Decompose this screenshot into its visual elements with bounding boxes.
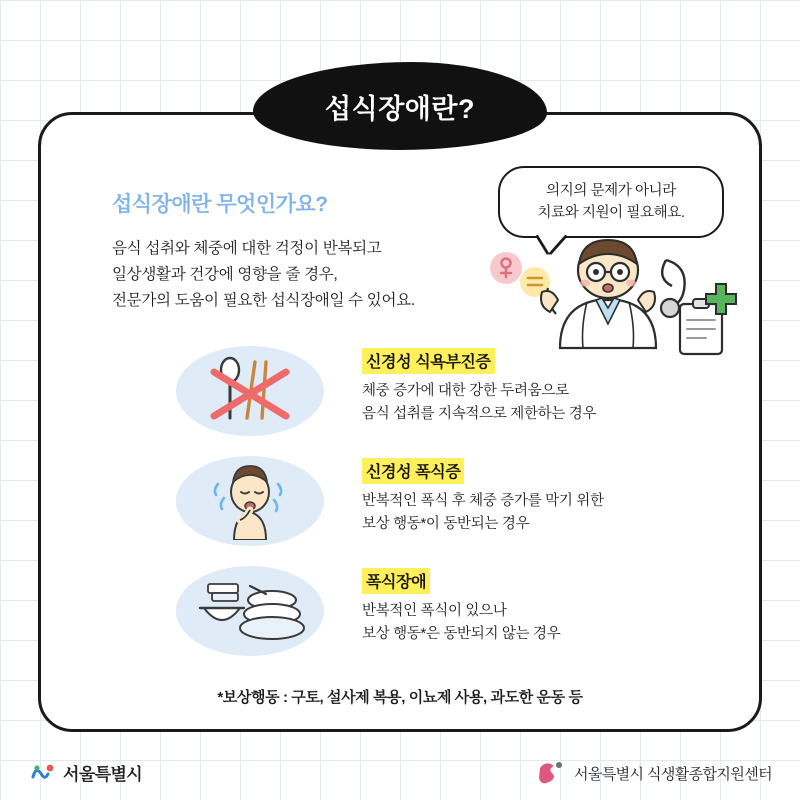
speech-bubble [498, 166, 724, 238]
item-desc-line-1: 반복적인 폭식 후 체중 증가를 막기 위한 [362, 493, 604, 509]
list-item [176, 566, 696, 660]
center-logo-text: 서울특별시 식생활종합지원센터 [573, 765, 772, 783]
page-title: 섭식장애란? [325, 93, 475, 124]
section-heading: 섭식장애란 무엇인가요? [112, 193, 328, 216]
center-logo [536, 760, 772, 786]
list-item [176, 456, 696, 550]
intro-line-3: 전문가의 도움이 필요한 섭식장애일 수 있어요. [112, 292, 415, 309]
empty-dishes-icon [194, 578, 306, 644]
title-badge [253, 62, 547, 150]
speech-bubble-tail [538, 235, 565, 253]
item-desc-line-2: 보상 행동*은 동반되지 않는 경우 [362, 626, 561, 642]
footnote: *보상행동 : 구토, 설사제 복용, 이뇨제 사용, 과도한 운동 등 [217, 689, 583, 706]
item-desc-line-1: 체중 증가에 대한 강한 두려움으로 [362, 383, 569, 399]
doctor-illustration [488, 238, 738, 358]
seoul-city-logo [30, 760, 142, 785]
center-emblem-icon [536, 760, 566, 786]
item-label: 폭식장애 [362, 568, 430, 594]
item-description [362, 600, 560, 646]
speech-line-1: 의지의 문제가 아니라 [546, 183, 676, 199]
list-item [176, 346, 696, 440]
person-vomiting-icon [198, 464, 302, 540]
item-desc-line-2: 음식 섭취를 지속적으로 제한하는 경우 [362, 406, 597, 422]
intro-line-2: 일상생활과 건강에 영향을 줄 경우, [112, 266, 338, 283]
seoul-emblem-icon [30, 761, 56, 785]
item-description [362, 380, 596, 426]
intro-paragraph [112, 236, 415, 314]
item-label: 신경성 식욕부진증 [362, 348, 495, 374]
item-desc-line-2: 보상 행동*이 동반되는 경우 [362, 516, 530, 532]
item-description [362, 490, 604, 536]
spoon-chopsticks-crossed-out-icon [200, 356, 300, 428]
speech-line-2: 치료와 지원이 필요해요. [537, 205, 685, 221]
item-desc-line-1: 반복적인 폭식이 있으나 [362, 603, 507, 619]
intro-line-1: 음식 섭취와 체중에 대한 걱정이 반복되고 [112, 240, 382, 257]
item-label: 신경성 폭식증 [362, 458, 464, 484]
seoul-city-logo-text: 서울특별시 [63, 765, 143, 784]
